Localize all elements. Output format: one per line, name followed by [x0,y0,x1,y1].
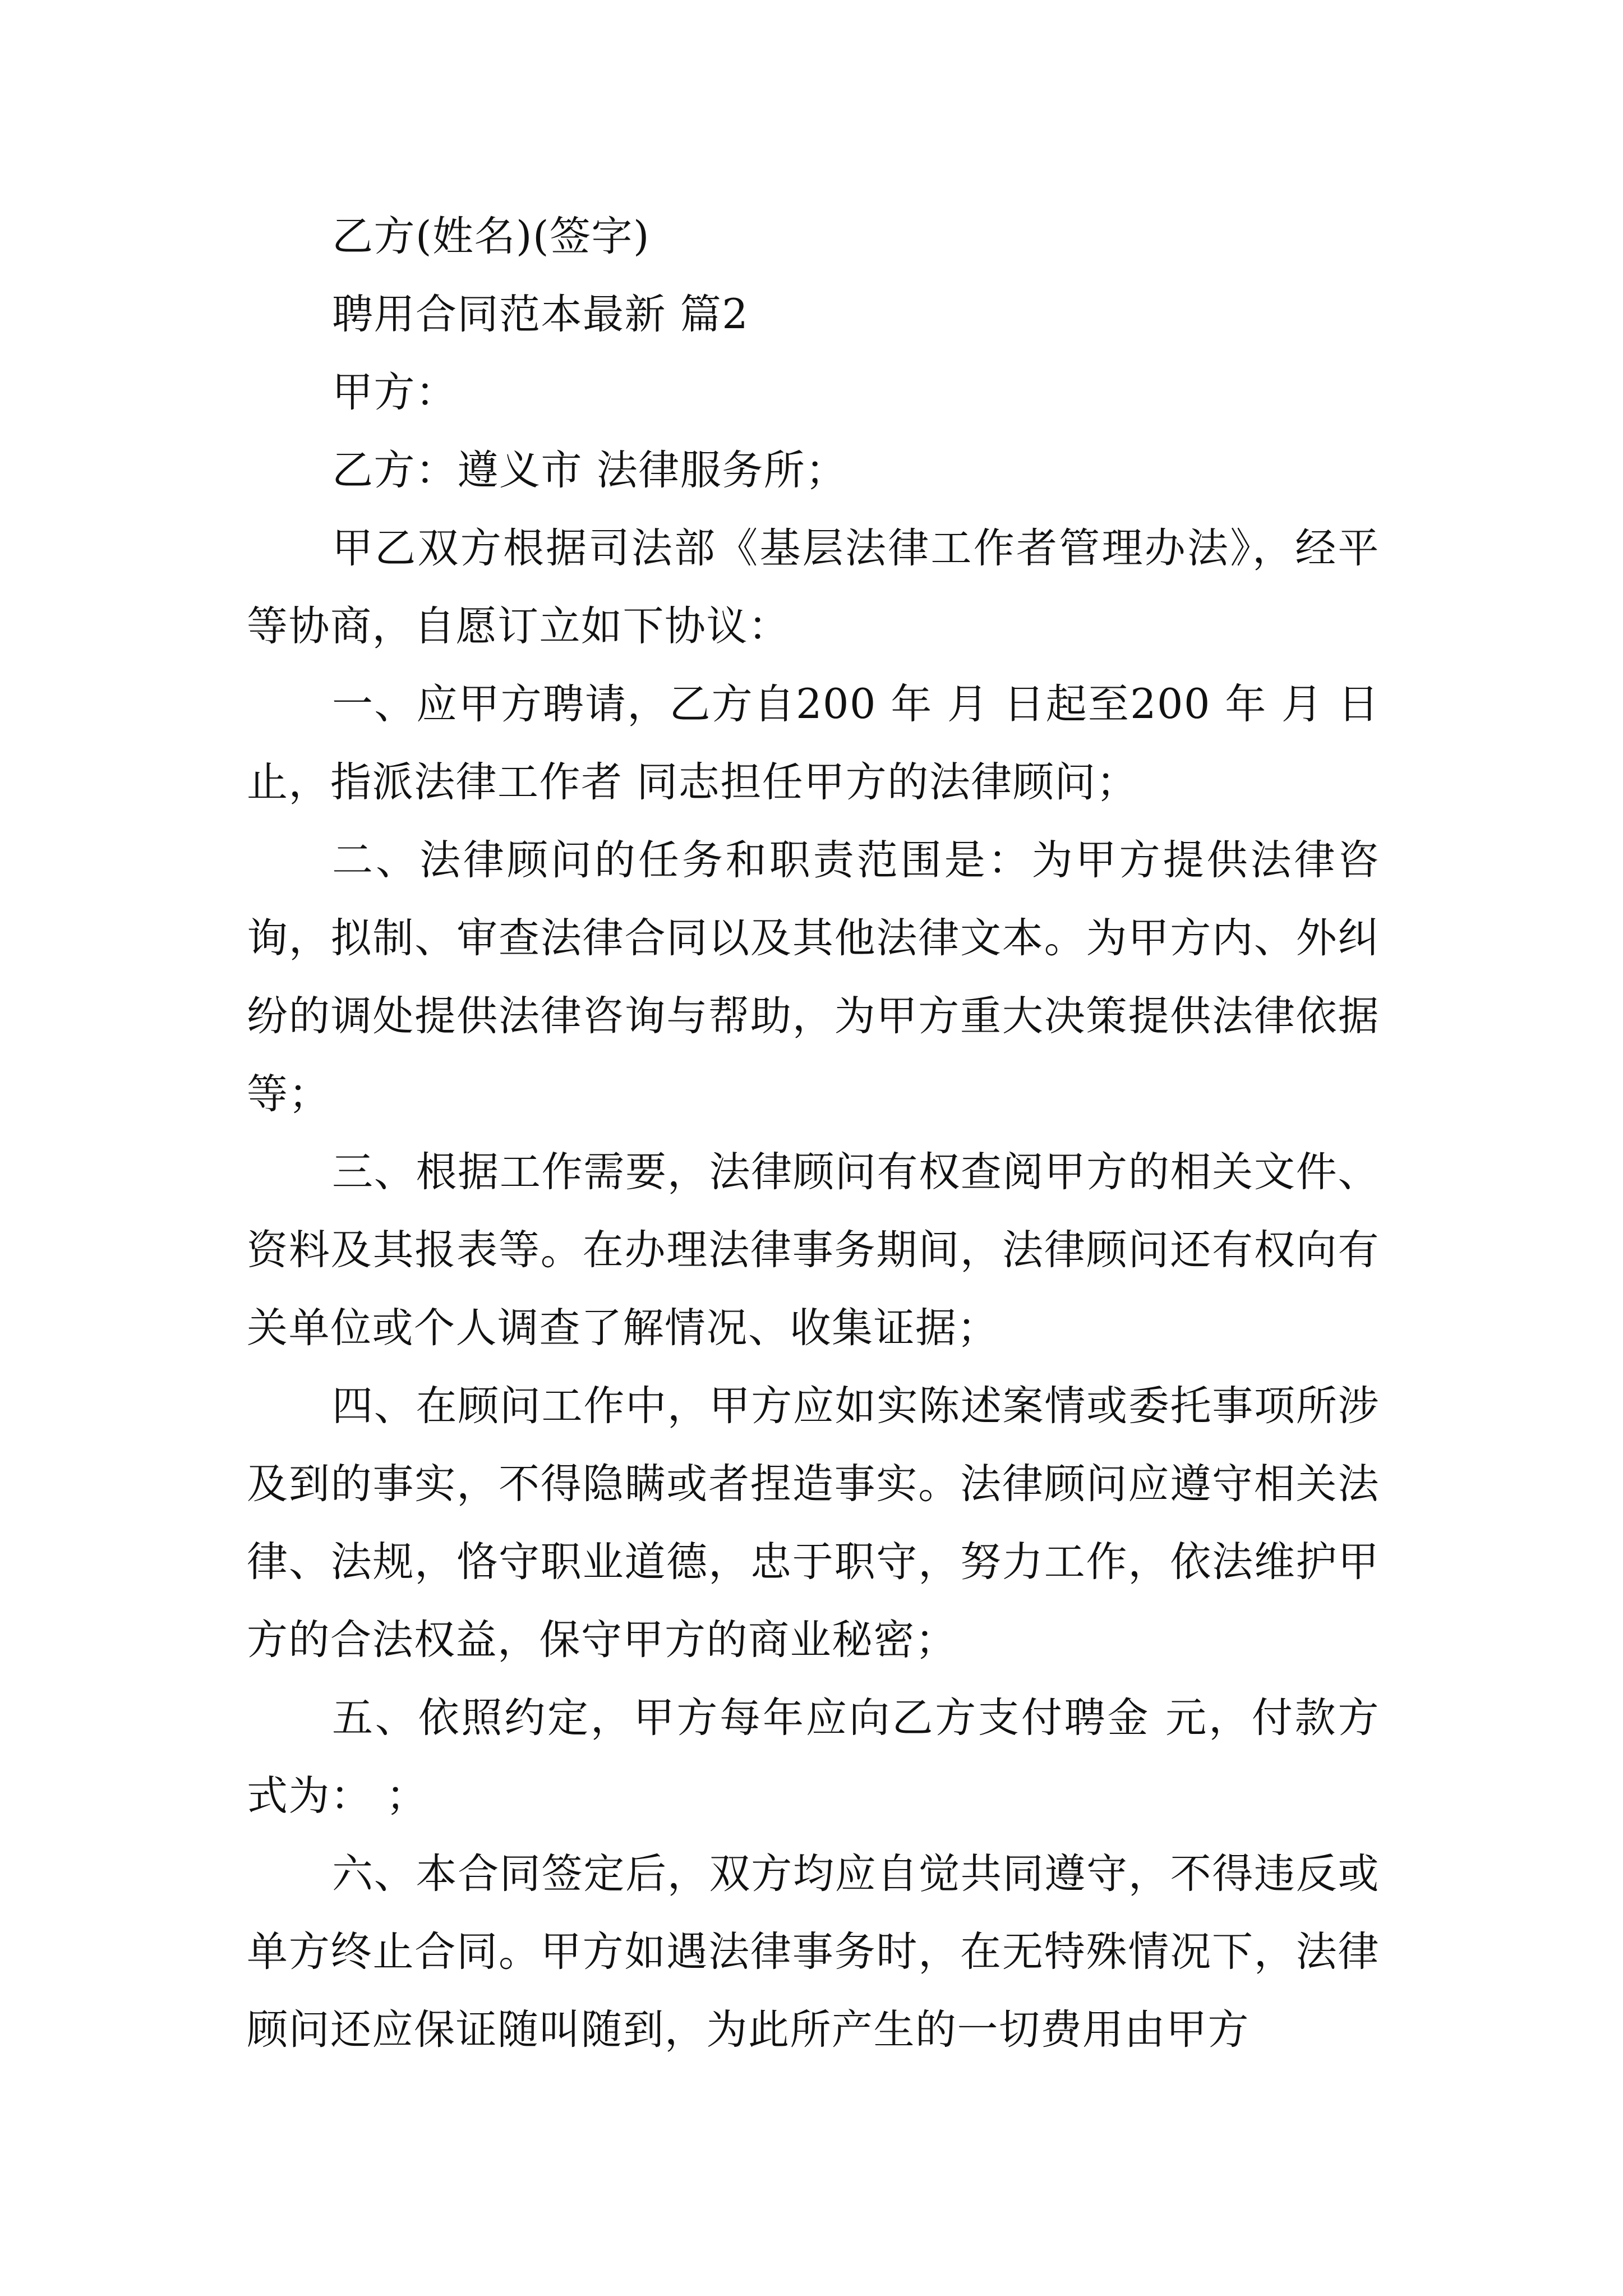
clause-6: 六、本合同签定后，双方均应自觉共同遵守，不得违反或单方终止合同。甲方如遇法律事务时，在无特殊情况下，法律顾问还应保证随叫随到，为此所产生的一切费用由甲方 [247,1850,1380,2054]
party-b-line: 乙方：遵义市 法律服务所； [332,447,847,494]
section-heading: 聘用合同范本最新 篇2 [332,291,749,338]
preamble-paragraph: 甲乙双方根据司法部《基层法律工作者管理办法》，经平等协商，自愿订立如下协议： [247,524,1380,650]
clause-2: 二、法律顾问的任务和职责范围是：为甲方提供法律咨询，拟制、审查法律合同以及其他法律文本。为甲方内、外纠纷的调处提供法律咨询与帮助，为甲方重大决策提供法律依据等； [247,836,1380,1118]
clause-5: 五、依照约定，甲方每年应向乙方支付聘金 元，付款方式为： ； [247,1694,1380,1820]
clause-1: 一、应甲方聘请，乙方自200 年 月 日起至200 年 月 日止，指派法律工作者 同志担任甲方的法律顾问； [247,680,1380,806]
signature-line: 乙方(姓名)(签字) [332,213,650,260]
clause-4: 四、在顾问工作中，甲方应如实陈述案情或委托事项所涉及到的事实，不得隐瞒或者捏造事实。法律顾问应遵守相关法律、法规，恪守职业道德，忠于职守，努力工作，依法维护甲方的合法权益，保守甲方的商业秘密； [247,1382,1380,1664]
party-a-line: 甲方： [332,369,458,416]
document-body [247,197,1380,2069]
clause-3: 三、根据工作需要，法律顾问有权查阅甲方的相关文件、资料及其报表等。在办理法律事务期间，法律顾问还有权向有关单位或个人调查了解情况、收集证据； [247,1148,1380,1352]
